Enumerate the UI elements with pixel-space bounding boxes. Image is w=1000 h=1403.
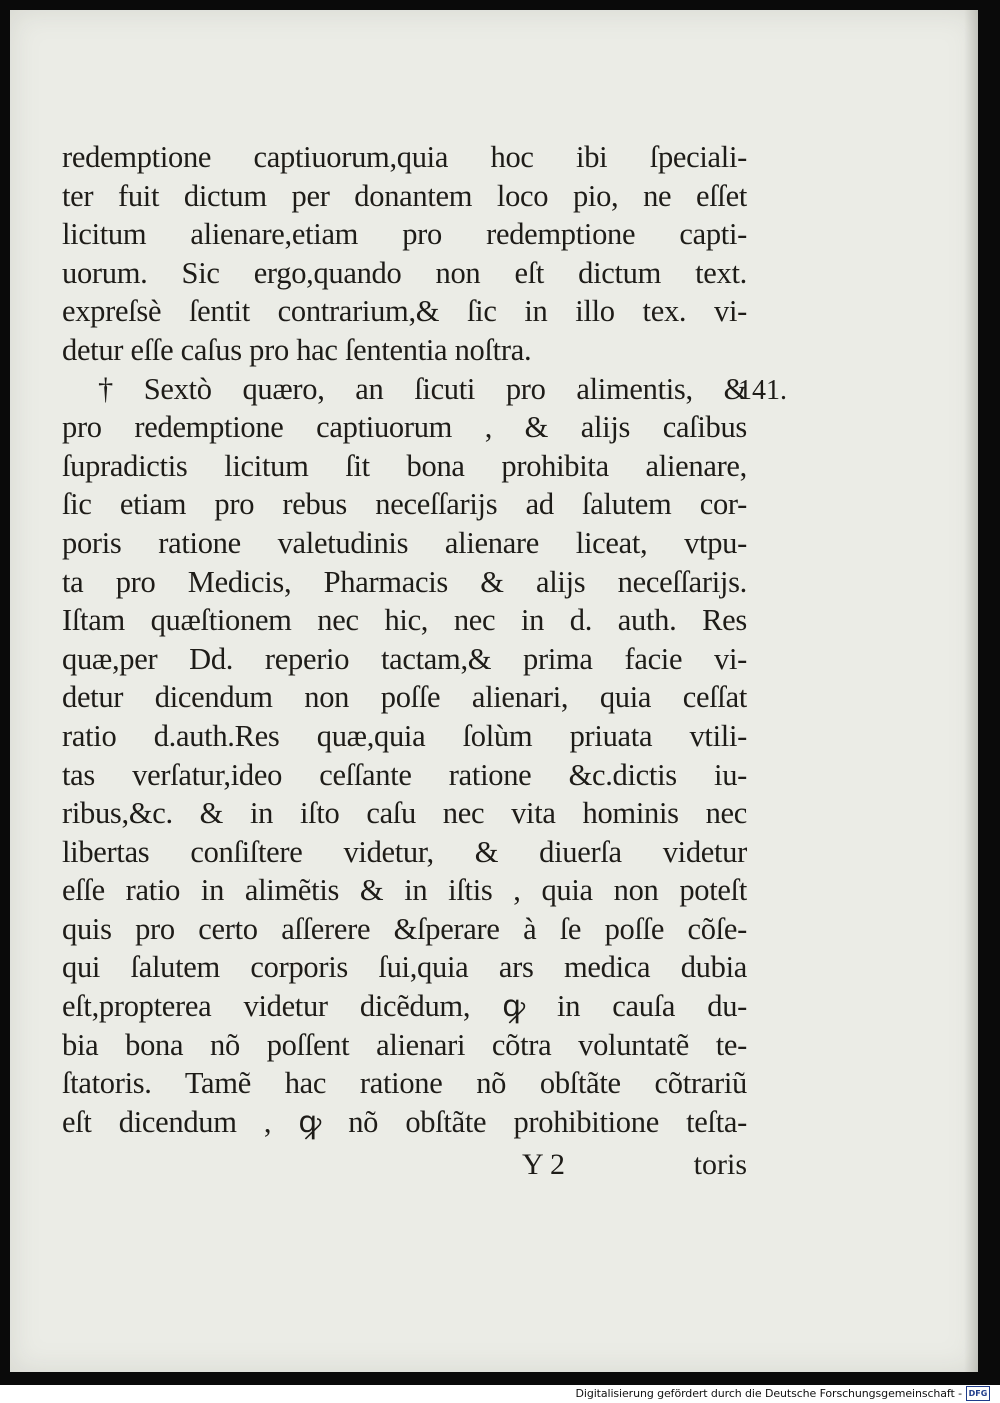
text-line: detur dicendum non poſſe alienari, quia ceſſat xyxy=(62,680,747,715)
text-line: quis pro certo aſſerere &ſperare à ſe poſſe cõſe- xyxy=(62,911,747,946)
text-line: ſtatoris. Tamẽ hac ratione nõ obſtãte cõtrariũ xyxy=(62,1066,747,1101)
text-line: ſic etiam pro rebus neceſſarijs ad ſalutem cor- xyxy=(62,487,747,522)
text-line: † Sextò quæro, an ſicuti pro alimentis, & xyxy=(98,371,747,406)
text-line: pro redemptione captiuorum , & alijs caſibus xyxy=(62,410,747,445)
text-line: uorum. Sic ergo,quando non eſt dictum text. xyxy=(62,255,747,290)
text-line: quæ,per Dd. reperio tactam,& prima facie vi- xyxy=(62,641,747,676)
catchword: toris xyxy=(693,1148,747,1181)
text-line: qui ſalutem corporis ſui,quia ars medica dubia xyxy=(62,950,747,985)
text-line: licitum alienare,etiam pro redemptione capti- xyxy=(62,217,747,252)
text-line: expreſsè ſentit contrarium,& ſic in illo tex. vi- xyxy=(62,294,747,329)
text-line: ratio d.auth.Res quæ,quia ſolùm priuata vtili- xyxy=(62,718,747,753)
text-line: redemptione captiuorum,quia hoc ibi ſpeciali- xyxy=(62,140,747,174)
text-line: ta pro Medicis, Pharmacis & alijs neceſſarijs. xyxy=(62,564,747,599)
text-line: detur eſſe caſus pro hac ſententia noſtra. xyxy=(62,332,532,367)
text-line: ſupradictis licitum ſit bona prohibita alienare, xyxy=(62,448,747,483)
text-line: poris ratione valetudinis alienare liceat, vtpu- xyxy=(62,525,747,560)
catch-row xyxy=(62,1148,747,1188)
marginal-number: 141. xyxy=(738,375,787,406)
book-page xyxy=(10,10,978,1372)
text-line: tas verſatur,ideo ceſſante ratione &c.dictis iu- xyxy=(62,757,747,792)
signature-mark: Y 2 xyxy=(522,1148,566,1181)
text-line: eſt dicendum , ꝙ nõ obſtãte prohibitione teſta- xyxy=(62,1104,747,1139)
text-line: Iſtam quæſtionem nec hic, nec in d. auth. Res xyxy=(62,603,747,638)
page-text-block xyxy=(62,138,747,1141)
text-line: bia bona nõ poſſent alienari cõtra voluntatẽ te- xyxy=(62,1027,747,1062)
dfg-logo: DFG xyxy=(966,1386,990,1401)
text-line: libertas conſiſtere videtur, & diuerſa videtur xyxy=(62,834,747,869)
text-line: eſt,propterea videtur dicẽdum, ꝙ in cauſa du- xyxy=(62,989,747,1024)
text-line: ribus,&c. & in iſto caſu nec vita hominis nec xyxy=(62,796,747,831)
text-line: ter fuit dictum per donantem loco pio, ne eſſet xyxy=(62,178,747,213)
text-line: eſſe ratio in alimẽtis & in iſtis , quia non poteſt xyxy=(62,873,747,908)
footer-credit: Digitalisierung gefördert durch die Deutsche Forschungsgemeinschaft - xyxy=(575,1387,962,1400)
